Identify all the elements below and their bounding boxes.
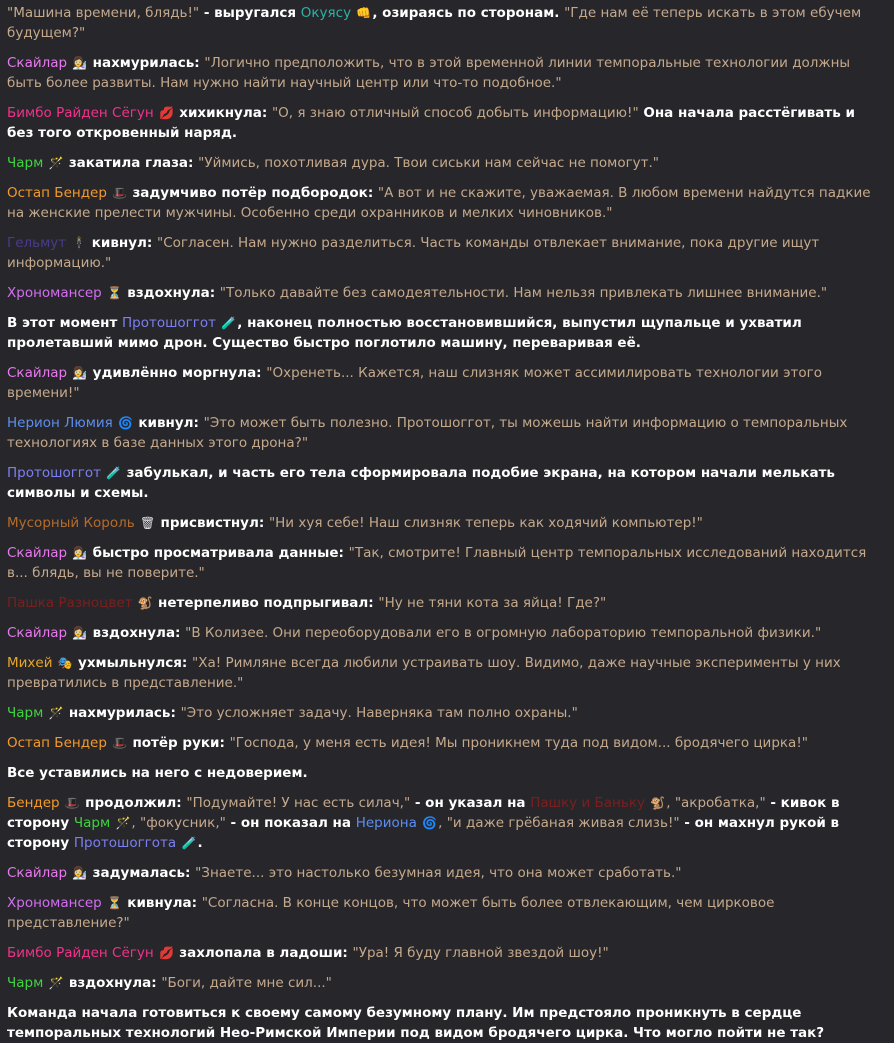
message-paragraph	[7, 3, 886, 43]
dialogue-text: "Подумайте! У нас есть силач,"	[186, 795, 411, 811]
narration-text: задумчиво потёр подбородок:	[132, 185, 378, 201]
dialogue-text: "Это усложняет задачу. Наверняка там полно охраны."	[180, 705, 578, 721]
character-emoji-icon: 🕴	[71, 236, 87, 250]
dialogue-text: , "акробатка,"	[666, 795, 766, 811]
dialogue-text: "Ни хуя себе! Наш слизняк теперь как ходячий компьютер!"	[268, 515, 703, 531]
narration-text: хихикнула:	[179, 105, 272, 121]
narration-text: потёр руки:	[132, 735, 230, 751]
character-name: Окуясу	[300, 5, 352, 21]
narration-text: вздохнула:	[68, 975, 162, 991]
narration-text: - он махнул рукой в сторону	[7, 815, 840, 851]
narration-text: удивлённо моргнула:	[92, 365, 267, 381]
narration-text: кивнула:	[127, 895, 202, 911]
character-emoji-icon: 💋	[158, 106, 174, 120]
narration-text: задумалась:	[92, 865, 196, 881]
dialogue-text: "Знаете... это настолько безумная идея, что она может сработать."	[195, 865, 682, 881]
character-name: Михей	[7, 655, 53, 671]
message-paragraph	[7, 233, 886, 273]
character-emoji-icon: 🧪	[221, 316, 237, 330]
message-paragraph	[7, 793, 886, 853]
character-name: Бимбо Райден Сёгун	[7, 945, 154, 961]
character-name: Пашка Разноцвет	[7, 595, 133, 611]
dialogue-text: "Господа, у меня есть идея! Мы проникнем туда под видом... бродячего цирка!"	[229, 735, 808, 751]
dialogue-text: "Согласна. В конце концов, что может быть более отвлекающим, чем цирковое представление?"	[7, 895, 775, 931]
character-name: Чарм	[7, 705, 44, 721]
message-paragraph	[7, 513, 886, 533]
dialogue-text: "Боги, дайте мне сил..."	[161, 975, 332, 991]
narration-text: забулькал, и часть его тела сформировала подобие экрана, на котором начали мелькать символы и схемы.	[7, 465, 835, 501]
character-name: Нериона	[355, 815, 417, 831]
character-emoji-icon: ⏳	[107, 286, 122, 300]
narration-text: закатила глаза:	[68, 155, 199, 171]
character-name: Скайлар	[7, 365, 68, 381]
message-paragraph	[7, 623, 886, 643]
character-name: Чарм	[7, 155, 44, 171]
character-name: Гельмут	[7, 235, 67, 251]
character-name: Чарм	[7, 975, 44, 991]
narration-text: - кивок в сторону	[7, 795, 840, 831]
dialogue-text: "Это может быть полезно. Протошоггот, ты можешь найти информацию о темпоральных технологиях в базе данных этого дрона?"	[7, 415, 848, 451]
dialogue-text: "Машина времени, блядь!"	[7, 5, 200, 21]
dialogue-text: "Ну не тяни кота за яйца! Где?"	[378, 595, 607, 611]
narration-text: , наконец полностью восстановившийся, выпустил щупальце и ухватил пролетавший мимо дрон. Существо быстро поглотило машину, переваривая её.	[7, 315, 802, 351]
message-paragraph	[7, 973, 886, 993]
message-paragraph	[7, 413, 886, 453]
character-emoji-icon: 🪄	[48, 706, 64, 720]
dialogue-text: , "фокусник,"	[131, 815, 226, 831]
character-name: Хрономансер	[7, 895, 102, 911]
character-name: Бимбо Райден Сёгун	[7, 105, 154, 121]
narration-text: .	[197, 835, 203, 851]
dialogue-text: "О, я знаю отличный способ добыть информацию!"	[271, 105, 639, 121]
character-emoji-icon: 👩‍🔬	[72, 366, 88, 380]
dialogue-text: "Так, смотрите! Главный центр темпоральных исследований находится в... блядь, вы не поверите."	[7, 545, 867, 581]
message-paragraph	[7, 653, 886, 693]
character-emoji-icon: 🌀	[118, 416, 134, 430]
character-emoji-icon: 🧪	[181, 836, 197, 850]
narration-text: быстро просматривала данные:	[92, 545, 349, 561]
narration-text: Она начала расстёгивать и без того откровенный наряд.	[7, 105, 855, 141]
character-emoji-icon: 🎩	[112, 186, 128, 200]
character-name: Мусорный Король	[7, 515, 135, 531]
character-emoji-icon: 🐒	[650, 796, 666, 810]
character-name: Протошоггота	[73, 835, 177, 851]
message-paragraph	[7, 703, 886, 723]
message-paragraph	[7, 1003, 886, 1043]
narration-text: , озираясь по сторонам.	[372, 5, 565, 21]
dialogue-text: "Ура! Я буду главной звездой шоу!"	[352, 945, 609, 961]
dialogue-text: "Только давайте без самодеятельности. Нам нельзя привлекать лишнее внимание."	[219, 285, 828, 301]
character-emoji-icon: 🧪	[106, 466, 122, 480]
character-name: Чарм	[73, 815, 111, 831]
message-paragraph	[7, 763, 886, 783]
character-name: Остап Бендер	[7, 185, 107, 201]
character-name: Скайлар	[7, 625, 68, 641]
narration-text: ухмыльнулся:	[78, 655, 193, 671]
narration-text: кивнул:	[138, 415, 204, 431]
character-emoji-icon: 👊	[356, 6, 372, 20]
character-emoji-icon: 👩‍🔬	[72, 866, 88, 880]
dialogue-text: "Где нам её теперь искать в этом ебучем будущем?"	[7, 5, 862, 41]
dialogue-text: , "и даже грёбаная живая слизь!"	[438, 815, 680, 831]
character-emoji-icon: 🪄	[115, 816, 131, 830]
character-emoji-icon: 💋	[158, 946, 174, 960]
narration-text: Все уставились на него с недоверием.	[7, 765, 308, 781]
character-name: Бендер	[7, 795, 60, 811]
character-emoji-icon: 🎩	[64, 796, 80, 810]
message-paragraph	[7, 463, 886, 503]
character-name: Скайлар	[7, 545, 68, 561]
dialogue-text: "Уймись, похотливая дура. Твои сиськи нам сейчас не помогут."	[198, 155, 660, 171]
narration-text: - он указал на	[410, 795, 531, 811]
narration-text: Команда начала готовиться к своему самому безумному плану. Им предстояло проникнуть в сердце темпоральных технологий Нео-Римской Империи под видом бродячего цирка. Что могло пойти не так?	[7, 1005, 825, 1041]
character-name: Скайлар	[7, 55, 68, 71]
message-paragraph	[7, 103, 886, 143]
message-paragraph	[7, 943, 886, 963]
narration-text: нахмурилась:	[68, 705, 181, 721]
narration-text: присвистнул:	[160, 515, 269, 531]
dialogue-text: "Согласен. Нам нужно разделиться. Часть команды отвлекает внимание, пока другие ищут информацию."	[7, 235, 820, 271]
dialogue-text: "Ха! Римляне всегда любили устраивать шоу. Видимо, даже научные эксперименты у них превратились в представление."	[7, 655, 841, 691]
message-paragraph	[7, 733, 886, 753]
character-name: Хрономансер	[7, 285, 102, 301]
character-name: Нерион Люмия	[7, 415, 113, 431]
message-paragraph	[7, 183, 886, 223]
narration-text: - он показал на	[225, 815, 356, 831]
message-paragraph	[7, 593, 886, 613]
character-name: Остап Бендер	[7, 735, 107, 751]
message-paragraph	[7, 363, 886, 403]
narration-text: захлопала в ладоши:	[179, 945, 353, 961]
narration-text: В этот момент	[7, 315, 122, 331]
message-paragraph	[7, 283, 886, 303]
character-emoji-icon: 🪄	[48, 976, 64, 990]
message-paragraph	[7, 863, 886, 883]
character-emoji-icon: 👩‍🔬	[72, 546, 88, 560]
narration-text: нахмурилась:	[92, 55, 205, 71]
character-name: Протошоггот	[121, 315, 216, 331]
dialogue-text: "Логично предположить, что в этой временной линии темпоральные технологии должны быть более развиты. Нам нужно найти научный центр или что-то подобное."	[7, 55, 851, 91]
narration-text: - выругался	[199, 5, 301, 21]
message-paragraph	[7, 313, 886, 353]
dialogue-text: "А вот и не скажите, уважаемая. В любом времени найдутся падкие на женские прелести мужчины. Особенно среди охранников и мелких чиновников."	[7, 185, 871, 221]
character-emoji-icon: 🪄	[48, 156, 64, 170]
message-paragraph	[7, 543, 886, 583]
character-name: Протошоггот	[7, 465, 102, 481]
message-paragraph	[7, 53, 886, 93]
character-emoji-icon: 🎭	[57, 656, 73, 670]
character-emoji-icon: 👩‍🔬	[72, 626, 88, 640]
narration-text: продолжил:	[85, 795, 187, 811]
narration-text: вздохнула:	[127, 285, 220, 301]
character-emoji-icon: 👩‍🔬	[72, 56, 88, 70]
character-emoji-icon: ⏳	[107, 896, 122, 910]
character-emoji-icon: 🌀	[422, 816, 438, 830]
dialogue-text: "В Колизее. Они переоборудовали его в огромную лабораторию темпоральной физики."	[185, 625, 822, 641]
narration-text: нетерпеливо подпрыгивал:	[158, 595, 379, 611]
narration-text: кивнул:	[91, 235, 157, 251]
character-name: Пашку и Баньку	[530, 795, 645, 811]
narration-text: вздохнула:	[92, 625, 186, 641]
message-paragraph	[7, 893, 886, 933]
character-name: Скайлар	[7, 865, 68, 881]
character-emoji-icon: 🎩	[112, 736, 128, 750]
message-paragraph	[7, 153, 886, 173]
character-emoji-icon: 🐒	[137, 596, 153, 610]
dialogue-text: "Охренеть... Кажется, наш слизняк может ассимилировать технологии этого времени!"	[7, 365, 823, 401]
character-emoji-icon: 🗑	[140, 516, 156, 530]
